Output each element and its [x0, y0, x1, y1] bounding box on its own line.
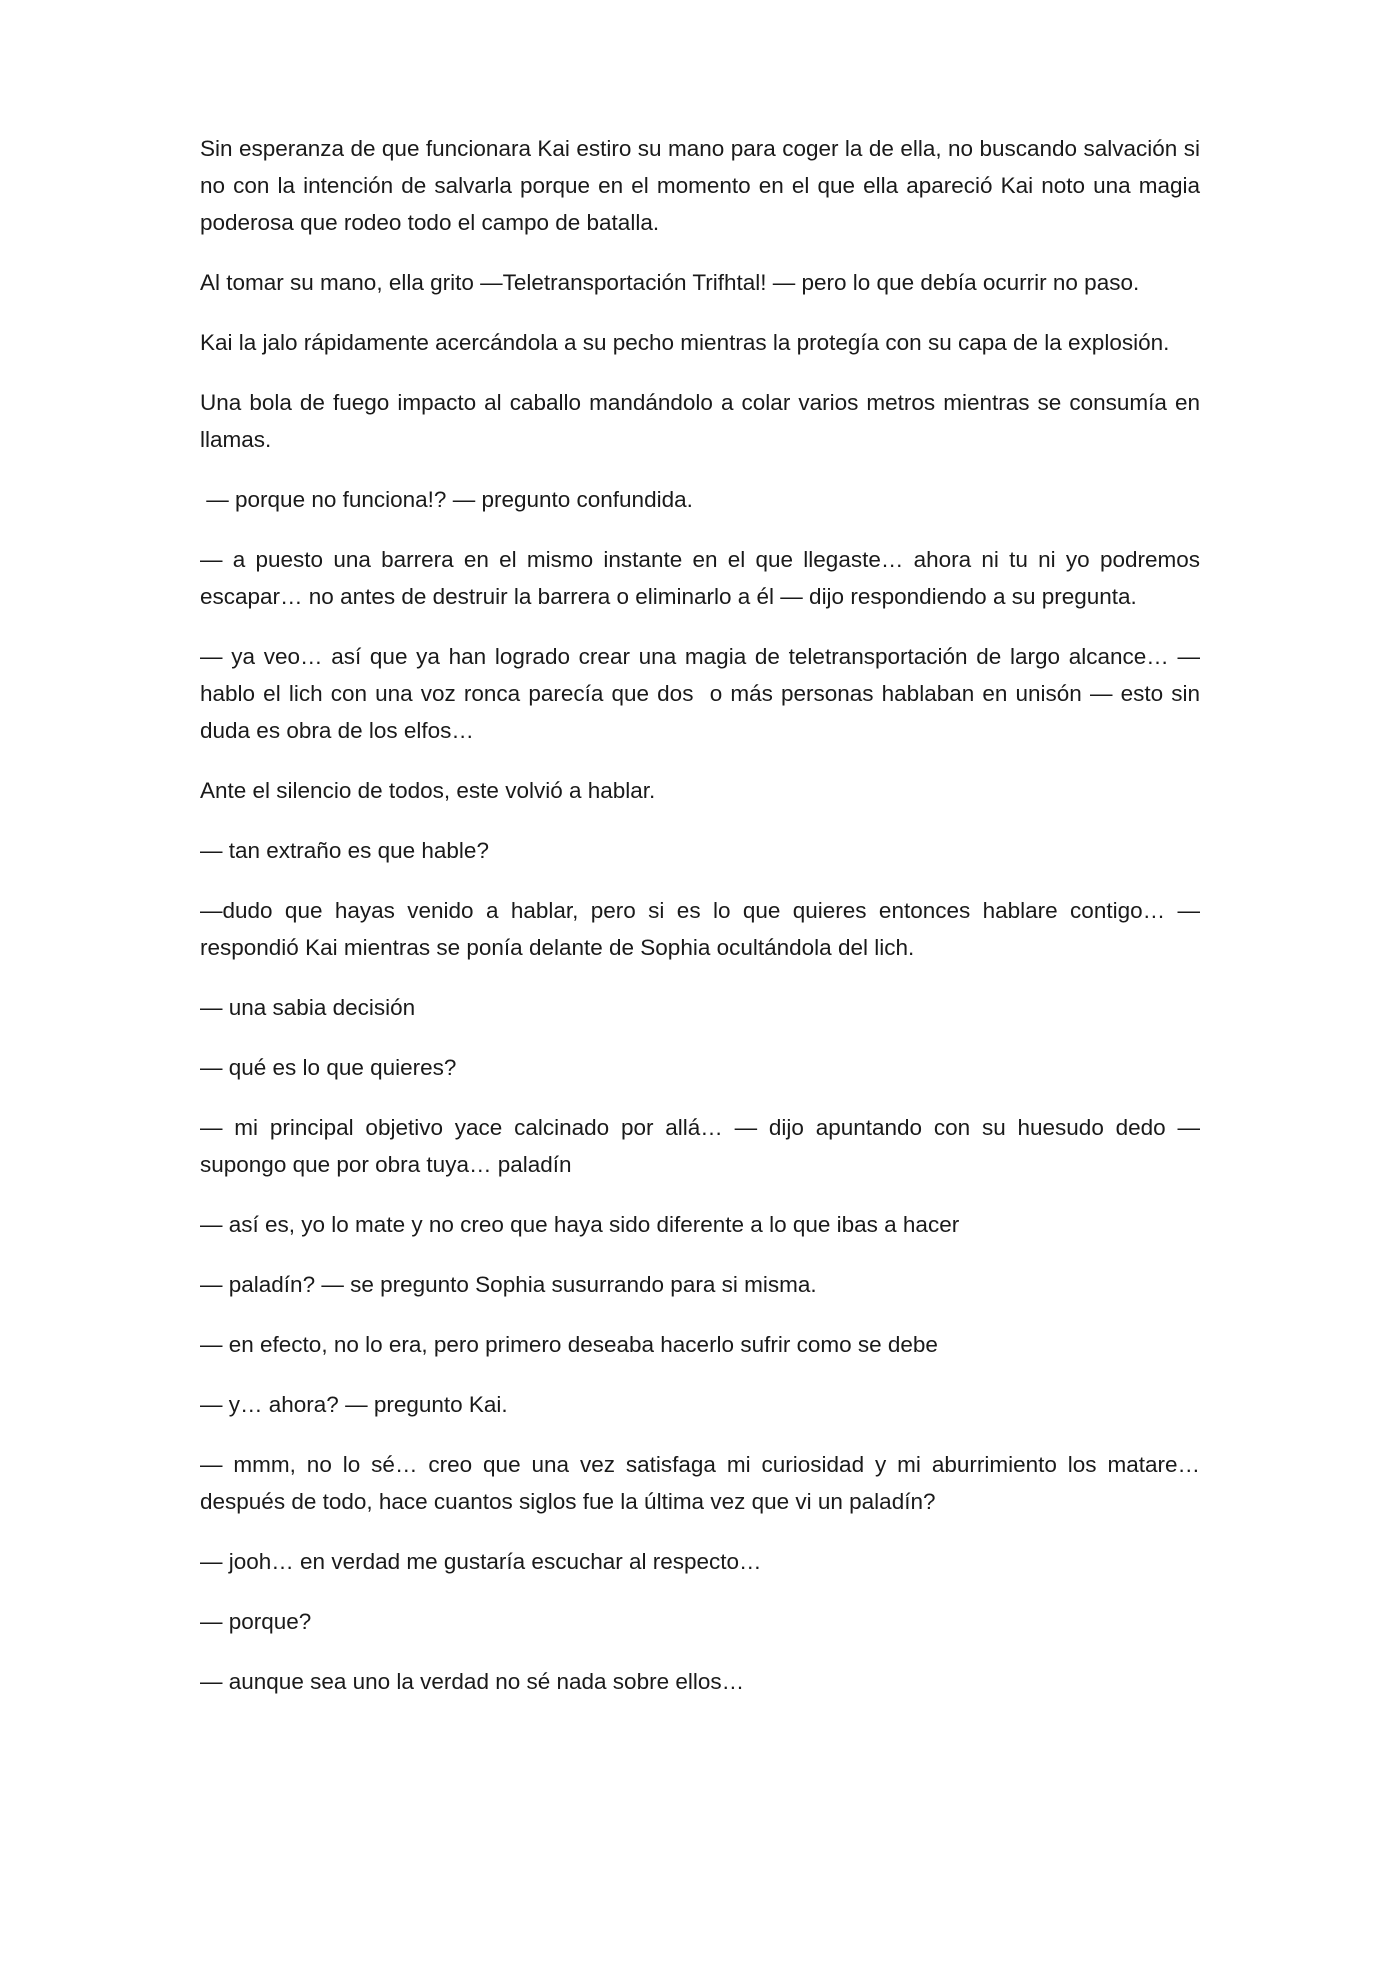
paragraph: — mmm, no lo sé… creo que una vez satisfaga mi curiosidad y mi aburrimiento los matare… después de todo, hace cuantos siglos fue la última vez que vi un paladín? [200, 1452, 1207, 1514]
paragraph: — jooh… en verdad me gustaría escuchar al respecto… [200, 1549, 762, 1574]
paragraph: Ante el silencio de todos, este volvió a hablar. [200, 778, 656, 803]
paragraph: — tan extraño es que hable? [200, 838, 489, 863]
paragraph: — a puesto una barrera en el mismo instante en el que llegaste… ahora ni tu ni yo podremos escapar… no antes de destruir la barrera o eliminarlo a él — dijo respondiendo a su pregunta. [200, 547, 1207, 609]
paragraph: Kai la jalo rápidamente acercándola a su pecho mientras la protegía con su capa de la explosión. [200, 330, 1170, 355]
paragraph: — así es, yo lo mate y no creo que haya sido diferente a lo que ibas a hacer [200, 1212, 960, 1237]
paragraph: — y… ahora? — pregunto Kai. [200, 1392, 508, 1417]
paragraph: Al tomar su mano, ella grito —Teletransportación Trifhtal! — pero lo que debía ocurrir no paso. [200, 270, 1140, 295]
paragraph: Sin esperanza de que funcionara Kai estiro su mano para coger la de ella, no buscando salvación si no con la intención de salvarla porque en el momento en el que ella apareció Kai noto una magia poderosa que rodeo todo el campo de batalla. [200, 136, 1207, 235]
paragraph: — en efecto, no lo era, pero primero deseaba hacerlo sufrir como se debe [200, 1332, 938, 1357]
paragraph: —dudo que hayas venido a hablar, pero si es lo que quieres entonces hablare contigo… — respondió Kai mientras se ponía delante de Sophia ocultándola del lich. [200, 898, 1207, 960]
paragraph: Una bola de fuego impacto al caballo mandándolo a colar varios metros mientras se consumía en llamas. [200, 390, 1207, 452]
paragraph: — una sabia decisión [200, 995, 416, 1020]
paragraph: — porque? [200, 1609, 312, 1634]
paragraph: — mi principal objetivo yace calcinado por allá… — dijo apuntando con su huesudo dedo — supongo que por obra tuya… paladín [200, 1115, 1207, 1177]
paragraph: — paladín? — se pregunto Sophia susurrando para si misma. [200, 1272, 817, 1297]
paragraph: — porque no funciona!? — pregunto confundida. [200, 487, 693, 512]
document-body [200, 130, 1207, 1723]
paragraph: — ya veo… así que ya han logrado crear una magia de teletransportación de largo alcance… — hablo el lich con una voz ronca parecía que dos o más personas hablaban en unisón — esto sin duda es obra de los elfos… [200, 644, 1207, 743]
paragraph: — aunque sea uno la verdad no sé nada sobre ellos… [200, 1669, 745, 1694]
paragraph: — qué es lo que quieres? [200, 1055, 457, 1080]
